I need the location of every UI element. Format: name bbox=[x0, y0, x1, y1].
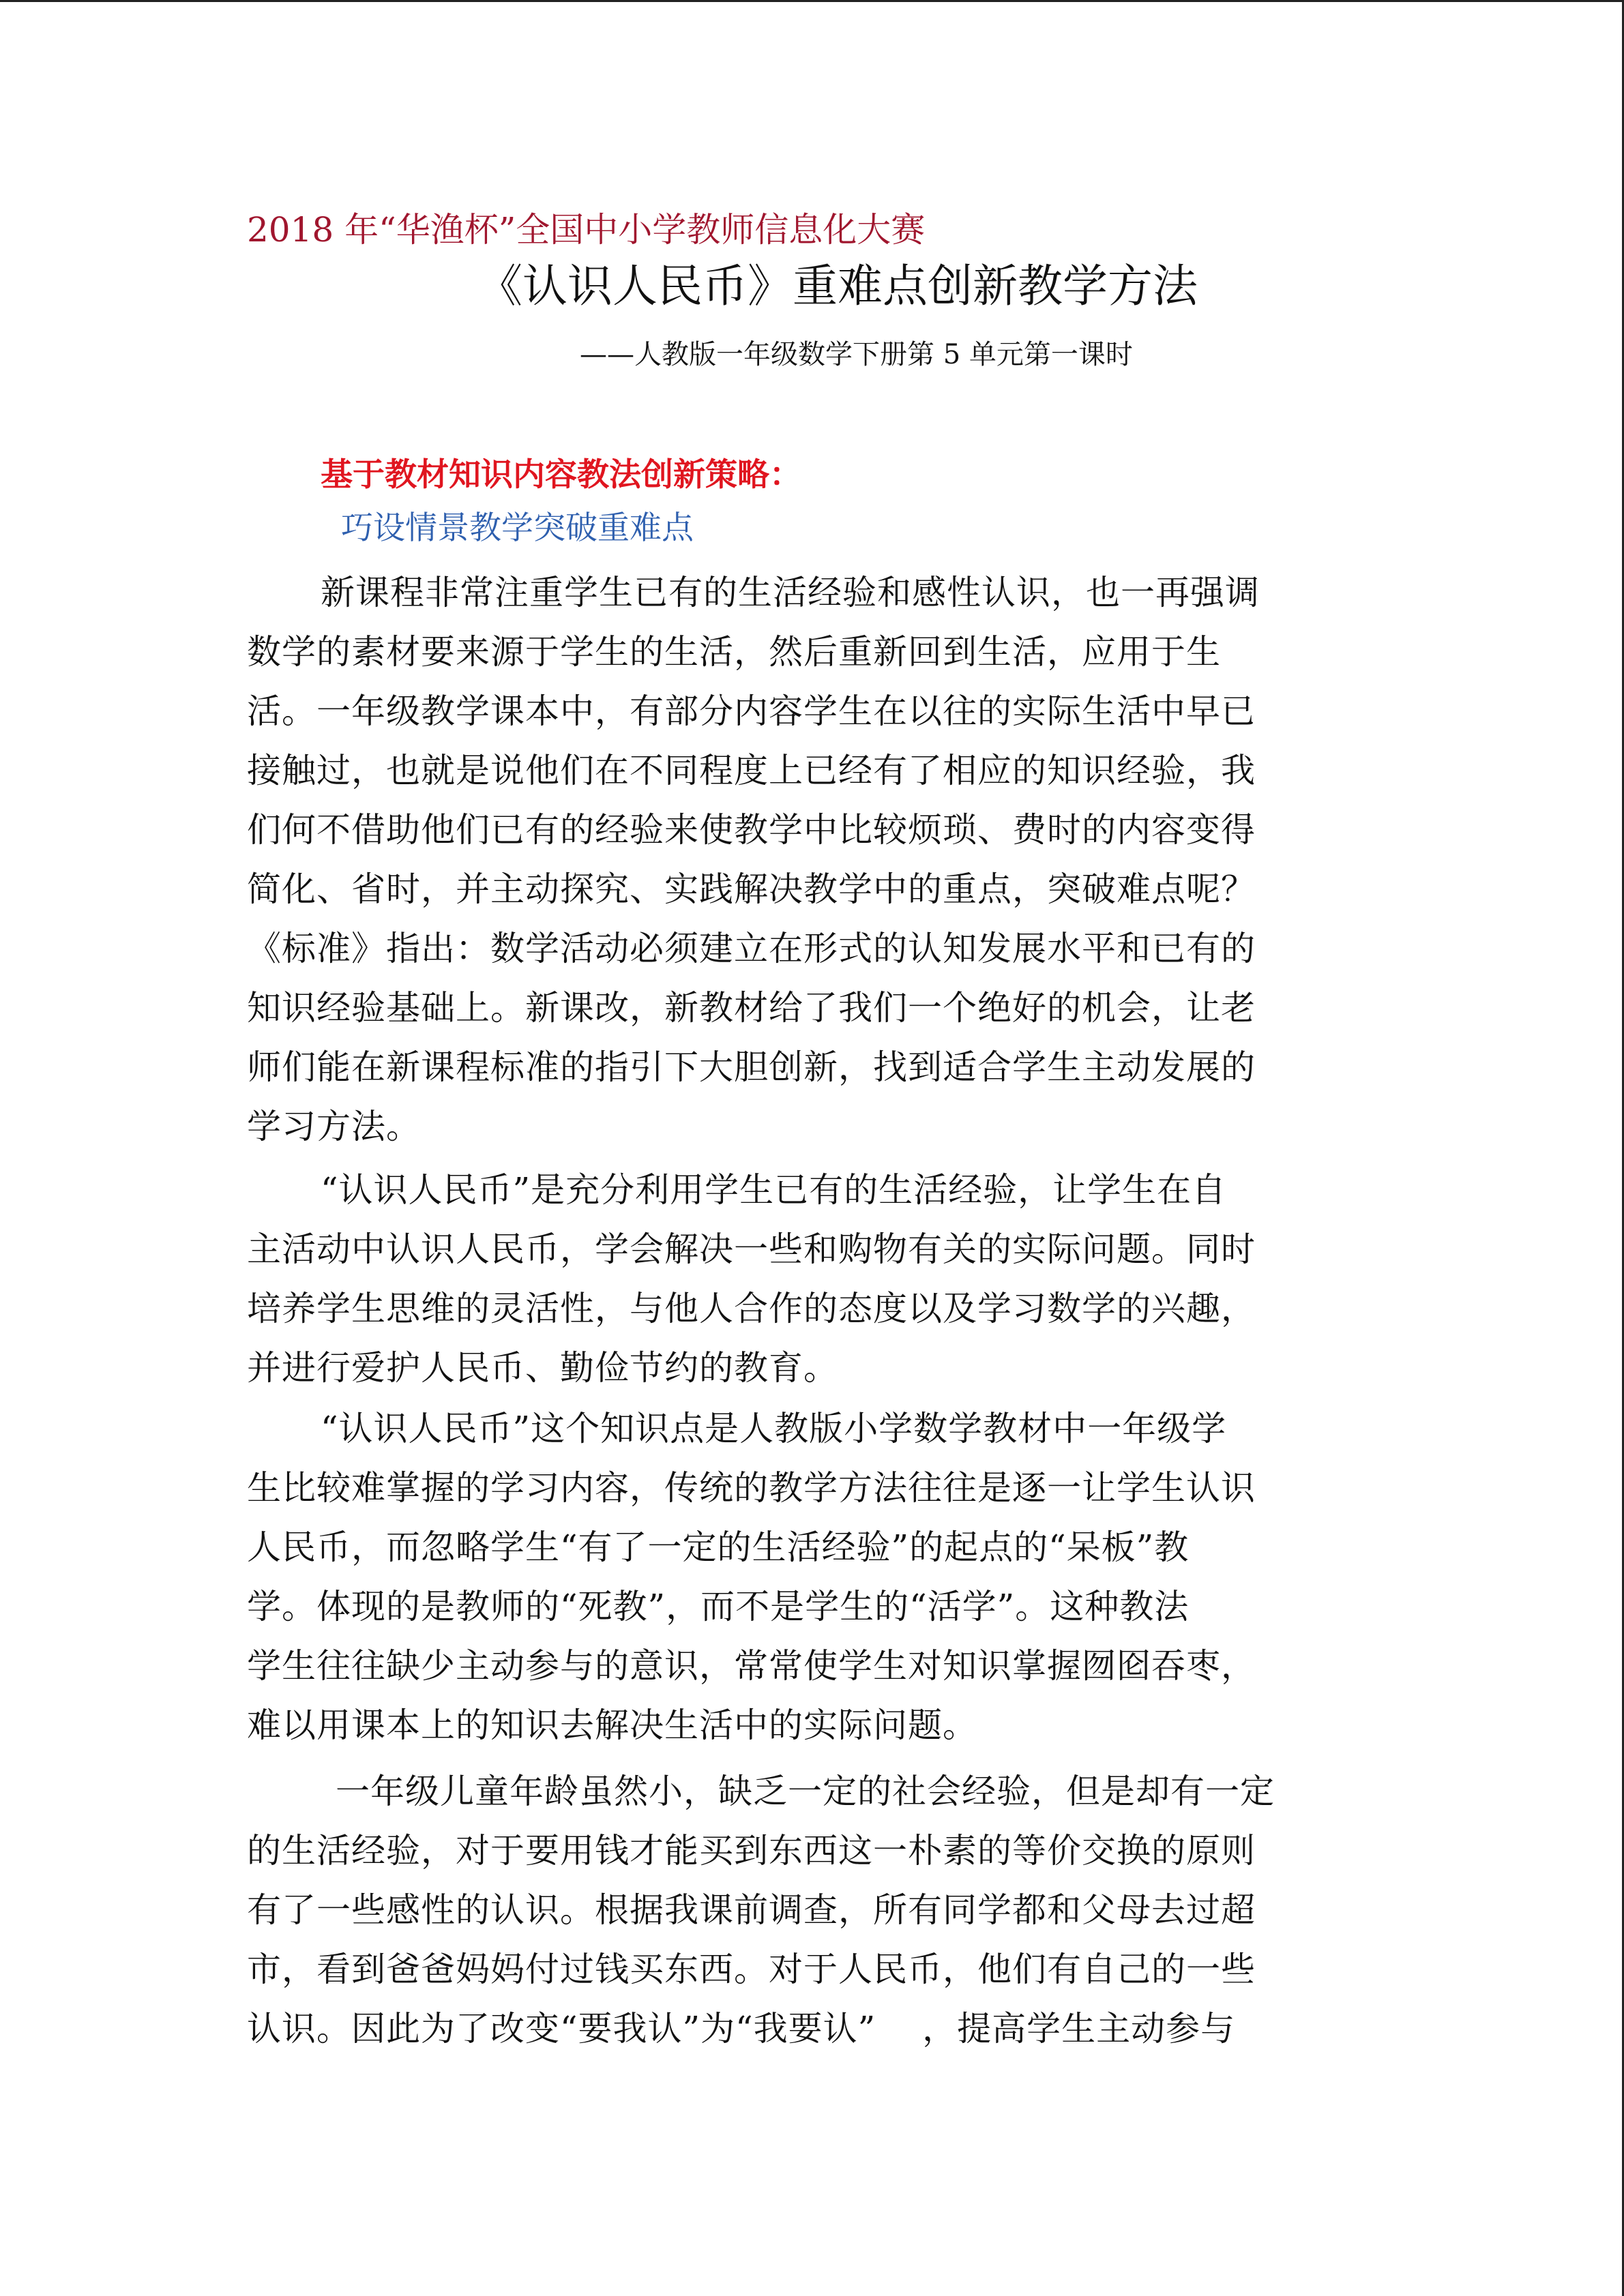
text-line: 的生活经验，对于要用钱才能买到东西这一朴素的等价交换的原则 bbox=[247, 1831, 1256, 1870]
text-line: 难以用课本上的知识去解决生活中的实际问题。 bbox=[247, 1705, 977, 1745]
text-line: 市，看到爸爸妈妈付过钱买东西。对于人民币，他们有自己的一些 bbox=[247, 1950, 1256, 1989]
text-line: 学生往往缺少主动参与的意识，常常使学生对知识掌握囫囵吞枣， bbox=[247, 1646, 1256, 1686]
paragraph-3 bbox=[247, 1399, 1393, 1755]
text-line: 主活动中认识人民币，学会解决一些和购物有关的实际问题。同时 bbox=[247, 1229, 1256, 1269]
text-line: 一年级儿童年龄虽然小，缺乏一定的社会经验，但是却有一定 bbox=[336, 1772, 1275, 1811]
text-line: 接触过，也就是说他们在不同程度上已经有了相应的知识经验，我 bbox=[247, 751, 1256, 790]
text-line: 师们能在新课程标准的指引下大胆创新，找到适合学生主动发展的 bbox=[247, 1047, 1256, 1087]
text-line: 简化、省时，并主动探究、实践解决教学中的重点，突破难点呢？ bbox=[247, 869, 1256, 909]
text-line: 知识经验基础上。新课改，新教材给了我们一个绝好的机会，让老 bbox=[247, 988, 1256, 1028]
paragraph-2 bbox=[247, 1161, 1393, 1398]
text-line: “认识人民币”这个知识点是人教版小学数学教材中一年级学 bbox=[321, 1409, 1227, 1448]
text-line: 数学的素材要来源于学生的生活，然后重新回到生活，应用于生 bbox=[247, 632, 1221, 672]
strategy-heading: 基于教材知识内容教法创新策略： bbox=[321, 456, 801, 494]
paragraph-1 bbox=[247, 563, 1393, 1157]
text-line: 新课程非常注重学生已有的生活经验和感性认识，也一再强调 bbox=[321, 573, 1260, 612]
text-line: 认识。因此为了改变“要我认”为“我要认” ，提高学生主动参与 bbox=[247, 2009, 1236, 2048]
text-line: 学。体现的是教师的“死教”，而不是学生的“活学”。这种教法 bbox=[247, 1587, 1190, 1626]
text-line: “认识人民币”是充分利用学生已有的生活经验，让学生在自 bbox=[321, 1170, 1227, 1210]
section-heading: 巧设情景教学突破重难点 bbox=[341, 509, 694, 547]
text-line: 培养学生思维的灵活性，与他人合作的态度以及学习数学的兴趣， bbox=[247, 1289, 1256, 1328]
text-line: 生比较难掌握的学习内容，传统的教学方法往往是逐一让学生认识 bbox=[247, 1468, 1256, 1508]
main-title: 《认识人民币》重难点创新教学方法 bbox=[477, 260, 1198, 312]
text-line: 有了一些感性的认识。根据我课前调查，所有同学都和父母去过超 bbox=[247, 1890, 1256, 1930]
text-line: 人民币，而忽略学生“有了一定的生活经验”的起点的“呆板”教 bbox=[247, 1527, 1190, 1567]
paragraph-4 bbox=[247, 1762, 1393, 2059]
text-line: 并进行爱护人民币、勤俭节约的教育。 bbox=[247, 1348, 838, 1388]
text-line: 们何不借助他们已有的经验来使教学中比较烦琐、费时的内容变得 bbox=[247, 810, 1256, 850]
contest-title: 2018 年“华渔杯”全国中小学教师信息化大赛 bbox=[247, 210, 926, 250]
subtitle: ——人教版一年级数学下册第 5 单元第一课时 bbox=[580, 339, 1133, 370]
text-line: 活。一年级教学课本中，有部分内容学生在以往的实际生活中早已 bbox=[247, 691, 1256, 731]
text-line: 学习方法。 bbox=[247, 1107, 421, 1146]
text-line: 《标准》指出：数学活动必须建立在形式的认知发展水平和已有的 bbox=[247, 929, 1256, 968]
